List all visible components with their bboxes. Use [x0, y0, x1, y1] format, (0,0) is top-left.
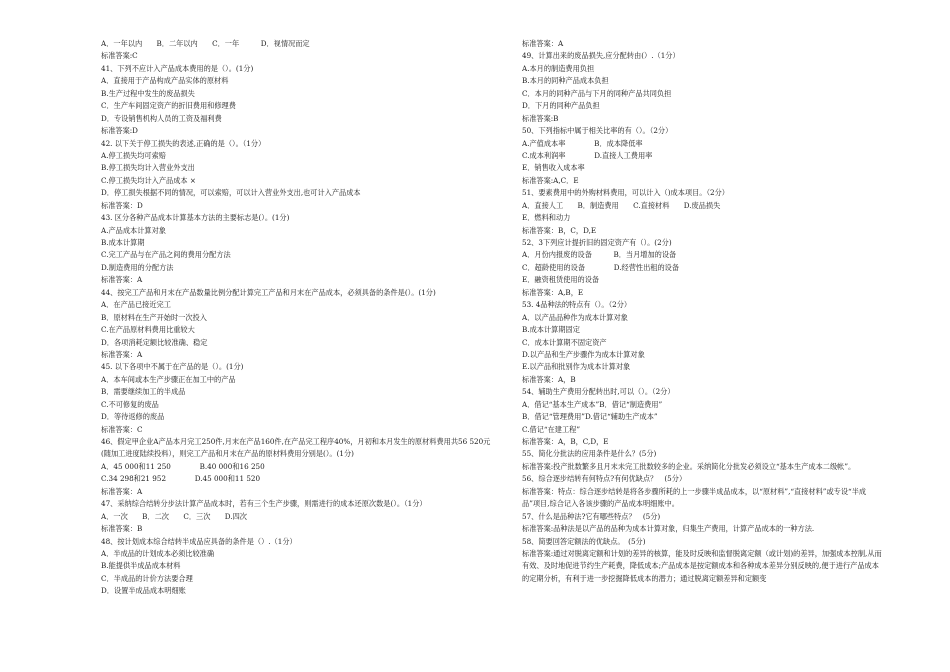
text-line: C.成本利润率 D.直接人工费用率 — [522, 150, 653, 160]
text-line: 42. 以下关于停工损失的表述,正确的是（）。（1分） — [101, 138, 266, 148]
text-line: 57、什么是品种法?它有哪些特点？ (5分) — [522, 511, 661, 521]
text-line: B.成本计算期 — [101, 238, 145, 247]
text-line: 43. 区分各种产品成本计算基本方法的主要标志是(）。(1分) — [101, 213, 290, 223]
text-line: A．45 000和11 250 B.40 000和16 250 — [101, 461, 265, 471]
text-line: 56、综合逐步结转有何特点?有何优缺点？ (5分） — [522, 474, 687, 484]
text-line: A．直接人工 B．制造费用 C.直接材料 D.废品损失 — [522, 200, 721, 210]
text-line: A.产品成本计算对象 — [101, 225, 166, 235]
text-line: 41、下列不应计入产品成本费用的是（）。(1分) — [101, 63, 254, 73]
text-line: 54、辅助生产费用分配转出时,可以（）。（2分） — [522, 387, 675, 397]
text-line: 标准答案:通过对脱离定额和计划的差异的核算，能及时反映和监督脱离定额（或计划)的差异，加强成本控制,从而有效、及时地促进节约生产耗费，降低成本;产品成本是按定额成本和各种成本差异分别反映的,便于进行产品成本的定期分析，有利于进一步挖掘降低成本的潜力；通过脱离定额差异和定额变 — [522, 548, 882, 583]
text-line: 标准答案：A,B，E — [522, 287, 584, 297]
text-line: 49、计算出来的废品损失,应分配转由(）.（1分） — [522, 51, 680, 61]
text-line: A．借记“基本生产成本”B．借记“制造费用” — [522, 399, 663, 409]
text-line: 标准答案:D — [101, 126, 138, 136]
text-line: B．需要继续加工的半成品 — [101, 387, 186, 397]
text-line: C.借记“在建工程” — [522, 424, 581, 434]
text-line: 标准答案：A — [101, 275, 143, 285]
text-line: 标准答案：特点：综合逐步结转是将各步骤所耗的上一步骤半成品成本，以“原材料”,“直接材料”或专设“半成品”项目,综合记入各该步骤的产品成本明细账中。 — [522, 486, 867, 509]
text-line: D．各项消耗定额比较准确、稳定 — [101, 337, 208, 347]
text-line: A．半成品的计划成本必须比较准确 — [101, 548, 215, 558]
text-line: B．原材料在生产开始时一次投入 — [101, 312, 207, 322]
text-line: C．成本计算期不固定资产 — [522, 337, 607, 347]
text-line: A．在产品已接近完工 — [101, 300, 171, 310]
text-line: A．直接用于产品构成产品实体的原材料 — [101, 76, 229, 86]
text-line: 50、下列指标中属于相关比率的有（）。（2分） — [522, 126, 673, 136]
text-line: 45. 以下各项中不属于在产品的是（）。(1分) — [101, 362, 244, 372]
text-line: 标准答案:B — [522, 113, 559, 123]
text-line: C.不可修复的废品 — [101, 399, 159, 409]
text-line: 标准答案：B，C，D,E — [522, 225, 597, 235]
text-line: C．本月的同种产品与下月的同种产品共同负担 — [522, 88, 672, 98]
text-line: D．停工损失根据不同的情况，可以索赔，可以计入营业外支出,也可计入产品成本 — [101, 188, 361, 198]
text-line: D.制造费用的分配方法 — [101, 262, 174, 272]
text-line: C.完工产品与在产品之间的费用分配方法 — [101, 250, 231, 260]
text-line: A．一次 B．二次 C．三次 D.四次 — [101, 511, 247, 521]
text-line: B.停工损失均计入营业外支出 — [101, 163, 195, 173]
text-line: B.能提供半成品成本材料 — [101, 561, 181, 571]
text-line: 58、简要回答定额法的优缺点。 (5分) — [522, 536, 646, 546]
text-line: C.34 298和21 952 D.45 000和11 520 — [101, 474, 261, 484]
text-line: C.停工损失均计入产品成本 × — [101, 175, 196, 185]
text-line: 52、3下列应计提折旧的固定资产有（）。(2分) — [522, 238, 672, 247]
text-line: A．月份内报废的设备 B．当月增加的设备 — [522, 250, 677, 260]
text-line: B．借记“管理费用”D.借记“辅助生产成本” — [522, 412, 658, 422]
text-line: E．融资租赁使用的设备 — [522, 275, 600, 285]
text-line: 标准答案:投产批数繁多且月末未完工批数较多的企业。采纳简化分批发必须设立“基本生产成本二级帐”。 — [522, 461, 856, 471]
text-line: C.在产品原材料费用比重较大 — [101, 325, 195, 335]
text-line: A．一年以内 B．二年以内 C．一年 D．视情况而定 — [101, 39, 310, 48]
text-line: 46、假定甲企业A产品本月完工250件,月末在产品160件,在产品完工程序40%，月初和本月发生的原材料费用共56 520元(随加工进度陆续投料），则完工产品和月末在产品的原材料费用分别是(）。(1分) — [101, 437, 491, 459]
text-line: 标准答案：D — [101, 200, 143, 210]
text-line: 标准答案：A，B，C,D，E — [522, 437, 609, 446]
text-line: 标准答案：A — [101, 486, 143, 496]
text-line: 标准答案：B — [101, 524, 143, 534]
text-line: 55、简化分批法的应用条件是什么？(5分) — [522, 449, 657, 459]
text-line: D．专设销售机构人员的工资及福利费 — [101, 113, 222, 123]
text-line: 标准答案：A — [522, 39, 564, 48]
right-column — [522, 38, 882, 585]
text-line: E.以产品和批别作为成本计算对象 — [522, 362, 631, 372]
text-line: 48、按计划成本综合结转半成品应具备的条件是（）.（1分） — [101, 536, 297, 546]
text-line: 53. 4品种法的特点有（）。（2分） — [522, 300, 632, 310]
text-line: D.以产品和生产步骤作为成本计算对象 — [522, 349, 645, 359]
text-line: B.成本计算期固定 — [522, 325, 580, 335]
text-line: C．生产车间固定资产的折旧费用和修理费 — [101, 101, 236, 111]
text-line: 标准答案：A — [101, 349, 143, 359]
text-line: 标准答案:C — [101, 51, 138, 61]
text-line: A．本车间或本生产步骤正在加工中的产品 — [101, 374, 236, 384]
text-line: A.停工损失均可索赔 — [101, 150, 166, 160]
text-line: D．下月的同种产品负担 — [522, 101, 600, 111]
text-line: 标准答案：C — [101, 424, 143, 434]
text-line: 51、要素费用中的外购材料费用，可以计入（)成本项目。（2分） — [522, 188, 729, 198]
left-column — [101, 38, 493, 598]
text-line: D．设置半成品成本明细账 — [101, 586, 186, 596]
text-line: A.产值成本率 B．成本降低率 — [522, 138, 643, 148]
text-line: 44、按完工产品和月末在产品数量比例分配计算完工产品和月末在产品成本，必须具备的条件是(）。(1分) — [101, 287, 436, 297]
text-line: C．半成品的计价方法要合理 — [101, 573, 193, 583]
text-line: B.本月的同种产品成本负担 — [522, 76, 609, 86]
text-line: A．以产品品种作为成本计算对象 — [522, 312, 628, 322]
text-line: A.本月的制造费用负担 — [522, 63, 595, 73]
text-line: E．燃料和动力 — [522, 213, 571, 223]
text-line: B.生产过程中发生的废品损失 — [101, 88, 195, 98]
text-line: E．销售收入成本率 — [522, 163, 585, 173]
text-line: 47、采纳综合结转分步法计算产品成本时，若有三个生产步骤，则需进行的成本还原次数是(）。（1分） — [101, 499, 427, 509]
text-line: D．等待返修的废品 — [101, 412, 165, 422]
text-line: 标准答案：A，B — [522, 374, 576, 384]
text-line: C．超龄使用的设备 D.经营性出租的设备 — [522, 262, 680, 272]
text-line: 标准答案:A,C．E — [522, 175, 579, 185]
text-line: 标准答案:品种法是以产品的品种为成本计算对象，归集生产费用，计算产品成本的一种方法. — [522, 524, 815, 534]
